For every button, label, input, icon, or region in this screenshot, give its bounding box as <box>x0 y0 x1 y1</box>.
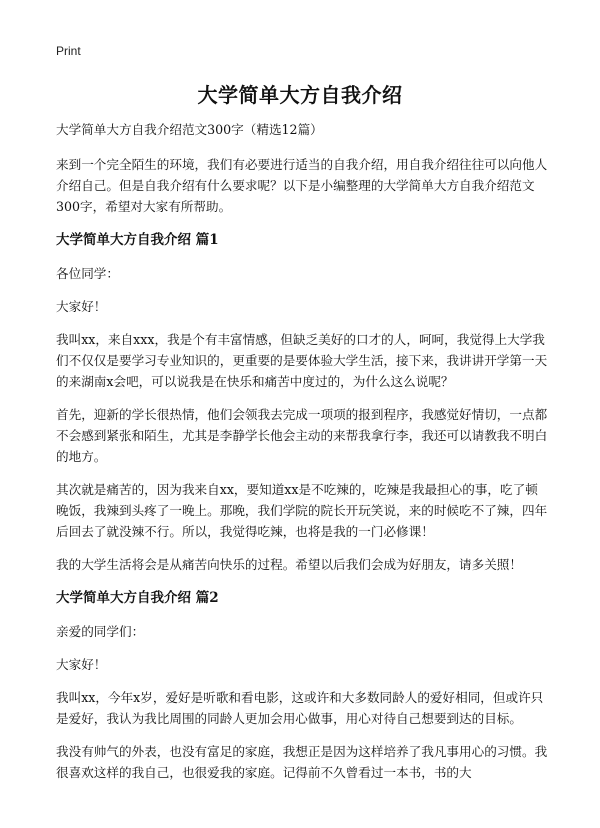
document-body <box>56 119 548 795</box>
paragraph: 大家好！ <box>56 657 107 672</box>
paragraph: 我没有帅气的外表，也没有富足的家庭，我想正是因为这样培养了我凡事用心的习惯。我很喜欢这样的我自己，也很爱我的家庭。记得前不久曾看过一本书，书的大 <box>56 744 548 780</box>
section-heading: 大学简单大方自我介绍 篇2 <box>56 590 219 606</box>
paragraph: 亲爱的同学们： <box>56 624 145 639</box>
paragraph: 其次就是痛苦的，因为我来自xx，要知道xx是不吃辣的，吃辣是我最担心的事，吃了顿晚饭，我辣到头疼了一晚上。那晚，我们学院的院长开玩笑说，来的时候吃不了辣，四年后回去了就没辣不行。所以，我觉得吃辣，也将是我的一门必修课！ <box>56 482 548 539</box>
paragraph: 首先，迎新的学长很热情，他们会领我去完成一项项的报到程序，我感觉好情切，一点都不会感到紧张和陌生，尤其是李静学长他会主动的来帮我拿行李，我还可以请教我不明白的地方。 <box>56 407 548 464</box>
page-title: 大学简单大方自我介绍 <box>197 83 403 107</box>
paragraph: 我叫xx，来自xxx，我是个有丰富情感，但缺乏美好的口才的人，呵呵，我觉得上大学我们不仅仅是要学习专业知识的，更重要的是要体验大学生活，接下来，我讲讲开学第一天的来湖南x会吧，可以说我是在快乐和痛苦中度过的，为什么这么说呢？ <box>56 332 548 389</box>
intro-paragraph: 来到一个完全陌生的环境，我们有必要进行适当的自我介绍，用自我介绍往往可以向他人介绍自己。但是自我介绍有什么要求呢？以下是小编整理的大学简单大方自我介绍范文300字，希望对大家有所帮助。 <box>56 157 548 214</box>
paragraph: 我的大学生活将会是从痛苦向快乐的过程。希望以后我们会成为好朋友，请多关照！ <box>56 557 522 572</box>
section-heading: 大学简单大方自我介绍 篇1 <box>56 232 219 248</box>
paragraph: 各位同学： <box>56 266 119 281</box>
paragraph: 大家好！ <box>56 299 107 314</box>
paragraph: 我叫xx，今年x岁，爱好是听歌和看电影，这或许和大多数同龄人的爱好相同，但或许只是爱好，我认为我比周围的同龄人更加会用心做事，用心对待自己想要到达的目标。 <box>56 690 544 726</box>
print-link[interactable]: Print <box>56 44 81 58</box>
document-subtitle: 大学简单大方自我介绍范文300字（精选12篇） <box>56 122 323 137</box>
